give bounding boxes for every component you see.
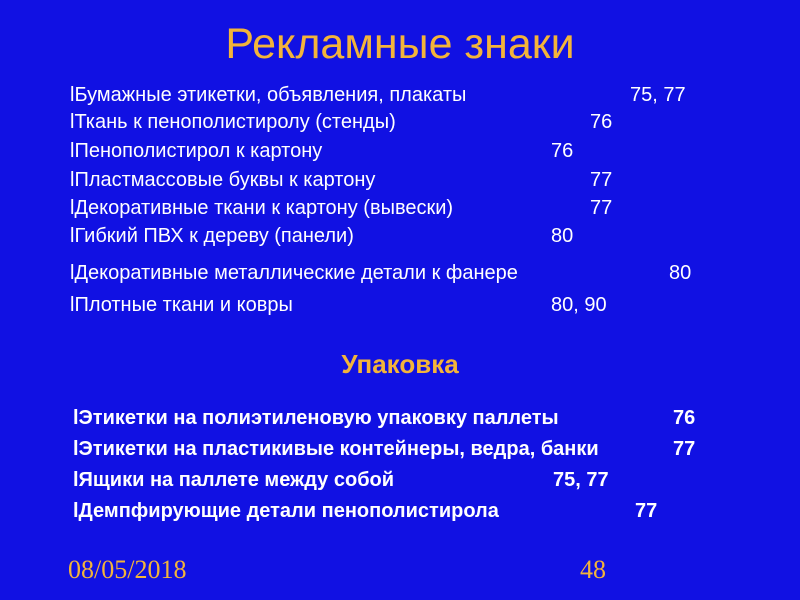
footer-date: 08/05/2018: [68, 555, 187, 584]
list-item-label: lБумажные этикетки, объявления, плакаты: [70, 84, 467, 106]
list-item-value: 76: [551, 140, 574, 162]
section-subtitle: Упаковка: [341, 349, 459, 379]
list-item-label: lДекоративные ткани к картону (вывески): [70, 197, 454, 219]
list-item-label: lПластмассовые буквы к картону: [70, 169, 376, 191]
list-item-value: 77: [590, 197, 613, 219]
list-item-label: lДемпфирующие детали пенополистирола: [73, 500, 499, 522]
list-item-label: lДекоративные металлические детали к фанере: [70, 262, 518, 284]
list-item-value: 76: [673, 407, 696, 429]
list-item-label: lПлотные ткани и ковры: [70, 294, 293, 316]
list-item-value: 80, 90: [551, 294, 607, 316]
list-item-label: lЭтикетки на полиэтиленовую упаковку паллеты: [73, 407, 559, 429]
list-item-label: lПенополистирол к картону: [70, 140, 323, 162]
list-item-value: 76: [590, 111, 613, 133]
list-item-label: lТкань к пенополистиролу (стенды): [70, 111, 396, 133]
list-item-label: lЯщики на паллете между собой: [73, 469, 395, 491]
list-item-value: 80: [669, 262, 692, 284]
page-number: 48: [580, 555, 606, 584]
list-item-value: 77: [590, 169, 613, 191]
list-item-value: 75, 77: [630, 84, 686, 106]
list-item-label: lГибкий ПВХ к дереву (панели): [70, 225, 354, 247]
list-item-value: 75, 77: [553, 469, 609, 491]
slide-title: Рекламные знаки: [225, 20, 575, 68]
list-item-value: 77: [673, 438, 696, 460]
list-item-label: lЭтикетки на пластикивые контейнеры, ведра, банки: [73, 438, 599, 460]
list-item-value: 80: [551, 225, 574, 247]
list-item-value: 77: [635, 500, 658, 522]
